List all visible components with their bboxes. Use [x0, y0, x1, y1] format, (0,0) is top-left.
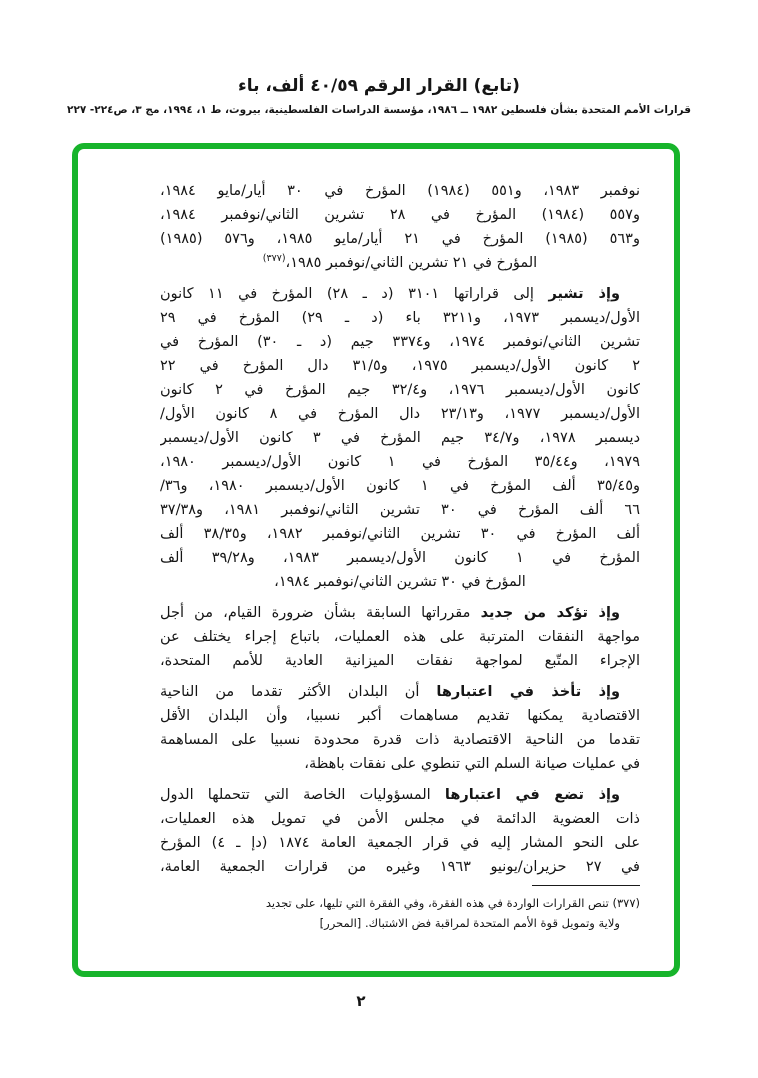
text-line: في ٢٧ حزيران/يونيو ١٩٦٣ وغيره من قرارات الجمعية العامة،: [160, 859, 640, 875]
text-line: وإذ تشير إلى قراراتها ٣١٠١ (د ـ ٢٨) المؤرخ في ١١ كانون: [160, 286, 620, 302]
paragraph-4: [160, 680, 640, 776]
text-line: وإذ تؤكد من جديد مقرراتها السابقة بشأن ضرورة القيام، من أجل: [160, 605, 620, 621]
text-line: ٦٦ ألف المؤرخ في ٣٠ تشرين الثاني/نوفمبر ١٩٨١، و٣٧/٣٨: [160, 502, 640, 518]
text-line: وإذ تضع في اعتبارها المسؤوليات الخاصة التي تتحملها الدول: [160, 787, 620, 803]
footnote: [265, 885, 640, 933]
text-line: ديسمبر ١٩٧٨، و٣٤/٧ جيم المؤرخ في ٣ كانون الأول/ديسمبر: [160, 430, 640, 446]
text-line: ألف المؤرخ في ٣٠ تشرين الثاني/نوفمبر ١٩٨٢، و٣٨/٣٥ ألف: [160, 526, 640, 542]
text-line: الأول/ديسمبر ١٩٧٣، و٣٢١١ باء (د ـ ٢٩) المؤرخ في ٢٩: [160, 310, 640, 326]
text-line: الاقتصادية يمكنها تقديم مساهمات أكبر نسبيا، وأن البلدان الأقل: [160, 708, 640, 724]
text-line: ذات العضوية الدائمة في مجلس الأمن في تمويل هذه العمليات،: [160, 811, 640, 827]
page-title: (تابع) القرار الرقم ٤٠/٥٩ ألف، باء: [238, 76, 520, 96]
text-line: على النحو المشار إليه في قرار الجمعية العامة ١٨٧٤ (دإ ـ ٤) المؤرخ: [160, 835, 640, 851]
text-line: ٢ كانون الأول/ديسمبر ١٩٧٥، و٣١/٥ دال المؤرخ في ٢٢: [160, 358, 640, 374]
bold-lead-phrase: وإذ تضع في اعتبارها: [444, 787, 620, 803]
text-line: و٣٥/٤٥ ألف المؤرخ في ١ كانون الأول/ديسمبر ١٩٨٠، و٣٦/: [160, 478, 640, 494]
text-line: تقدما من الناحية الاقتصادية ذات قدرة محدودة نسبيا على المساهمة: [160, 732, 640, 748]
text-line: مواجهة النفقات المترتبة على هذه العمليات، باتباع إجراء يختلف عن: [160, 629, 640, 645]
resolution-text: [160, 179, 640, 886]
text-line: المؤرخ في ١ كانون الأول/ديسمبر ١٩٨٣، و٣٩/٢٨ ألف: [160, 550, 640, 566]
text-line: المؤرخ في ٢١ تشرين الثاني/نوفمبر ١٩٨٥،$^{(٣٧٧)}$: [262, 253, 538, 271]
bold-lead-phrase: وإذ تأخذ في اعتبارها: [436, 684, 620, 700]
paragraph-5: [160, 783, 640, 879]
paragraph-3: [160, 601, 640, 673]
footnote-line-2: ولاية وتمويل قوة الأمم المتحدة لمراقبة فض الاشتباك. [المحرر]: [319, 916, 620, 930]
footnote-divider: [532, 885, 640, 886]
text-line: في عمليات صيانة السلم التي تنطوي على نفقات باهظة،: [304, 756, 640, 772]
text-line: و٥٦٣ (١٩٨٥) المؤرخ في ٢١ أيار/مايو ١٩٨٥، و٥٧٦ (١٩٨٥): [160, 231, 640, 247]
page-number: ٢: [356, 992, 366, 1010]
bold-lead-phrase: وإذ تشير: [548, 286, 620, 302]
text-line: الأول/ديسمبر ١٩٧٧، و٢٣/١٣ دال المؤرخ في ٨ كانون الأول/: [160, 406, 640, 422]
text-line: نوفمبر ١٩٨٣، و٥٥١ (١٩٨٤) المؤرخ في ٣٠ أيار/مايو ١٩٨٤،: [160, 183, 640, 199]
page-subtitle: قرارات الأمم المتحدة بشأن فلسطين ١٩٨٢ ــ ١٩٨٦، مؤسسة الدراسات الفلسطينية، بيروت، ط ١، ١٩٩٤، مج ٣، ص٢٢٤- ٢٢٧: [67, 104, 691, 116]
text-line: تشرين الثاني/نوفمبر ١٩٧٤، و٣٣٧٤ جيم (د ـ ٣٠) المؤرخ في: [160, 334, 640, 350]
footnote-reference-marker: (٣٧٧): [262, 253, 286, 265]
bold-lead-phrase: وإذ تؤكد من جديد: [480, 605, 620, 621]
content-frame: [72, 143, 680, 977]
text-line: و٥٥٧ (١٩٨٤) المؤرخ في ٢٨ تشرين الثاني/نوفمبر ١٩٨٤،: [160, 207, 640, 223]
text-line: ١٩٧٩، و٣٥/٤٤ المؤرخ في ١ كانون الأول/ديسمبر ١٩٨٠،: [160, 454, 640, 470]
footnote-line-1: (٣٧٧) تنص القرارات الواردة في هذه الفقرة، وفي الفقرة التي تليها، على تجديد: [265, 896, 640, 910]
paragraph-1: [160, 179, 640, 275]
text-line: كانون الأول/ديسمبر ١٩٧٦، و٣٢/٤ جيم المؤرخ في ٢ كانون: [160, 382, 640, 398]
page-header: [0, 76, 758, 116]
text-line: وإذ تأخذ في اعتبارها أن البلدان الأكثر تقدما من الناحية: [160, 684, 620, 700]
paragraph-2: [160, 282, 640, 594]
text-line: الإجراء المتّبع لمواجهة نفقات الميزانية العادية للأمم المتحدة،: [160, 653, 640, 669]
text-line: المؤرخ في ٣٠ تشرين الثاني/نوفمبر ١٩٨٤،: [274, 574, 526, 590]
